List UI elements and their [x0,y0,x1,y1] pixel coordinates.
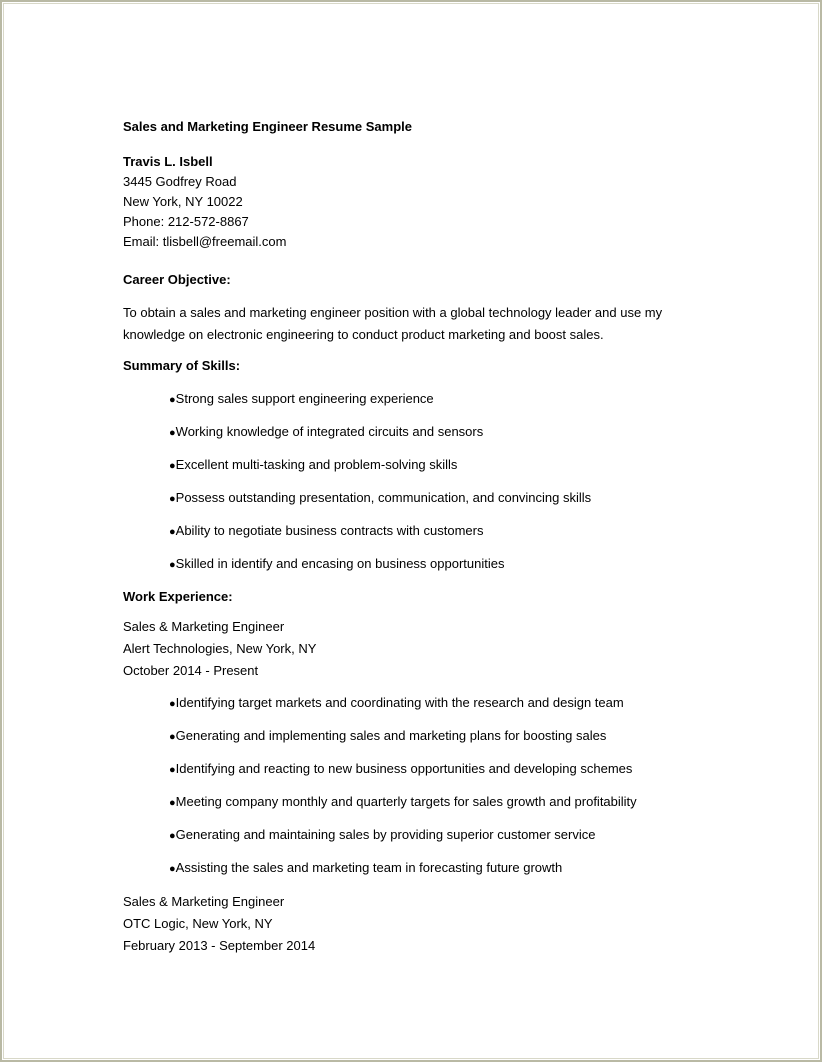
bullet-icon: ● [169,559,176,571]
list-item: ●Excellent multi-tasking and problem-solving skills [169,457,458,472]
list-item: ●Identifying target markets and coordinating with the research and design team [169,695,624,710]
contact-phone: Phone: 212-572-8867 [123,214,249,229]
bullet-icon: ● [169,526,176,538]
bullet-icon: ● [169,764,176,776]
skills-list [123,389,723,587]
duties-list [123,693,723,891]
list-item: ●Possess outstanding presentation, communication, and convincing skills [169,490,592,505]
bullet-icon: ● [169,427,176,439]
contact-name: Travis L. Isbell [123,154,213,169]
contact-city: New York, NY 10022 [123,194,243,209]
job-dates: October 2014 - Present [123,663,259,678]
list-item: ●Assisting the sales and marketing team in forecasting future growth [169,860,563,875]
bullet-icon: ● [169,698,176,710]
objective-line-2: knowledge on electronic engineering to conduct product marketing and boost sales. [123,327,604,342]
job-title: Sales & Marketing Engineer [123,619,285,634]
bullet-icon: ● [169,460,176,472]
contact-address: 3445 Godfrey Road [123,174,237,189]
resume-document [123,117,723,957]
bullet-icon: ● [169,493,176,505]
list-item: ●Identifying and reacting to new business opportunities and developing schemes [169,761,633,776]
list-item: ●Generating and implementing sales and marketing plans for boosting sales [169,728,607,743]
skills-heading: Summary of Skills: [123,358,241,373]
objective-line-1: To obtain a sales and marketing engineer position with a global technology leader and use my [123,305,663,320]
job-title: Sales & Marketing Engineer [123,894,285,909]
list-item: ●Ability to negotiate business contracts with customers [169,523,484,538]
list-item: ●Meeting company monthly and quarterly targets for sales growth and profitability [169,794,637,809]
bullet-icon: ● [169,830,176,842]
bullet-icon: ● [169,394,176,406]
contact-email: Email: tlisbell@freemail.com [123,234,287,249]
job-dates: February 2013 - September 2014 [123,938,316,953]
list-item: ●Generating and maintaining sales by providing superior customer service [169,827,596,842]
job-entry [123,616,723,682]
bullet-icon: ● [169,797,176,809]
list-item: ●Strong sales support engineering experience [169,391,434,406]
bullet-icon: ● [169,863,176,875]
bullet-icon: ● [169,731,176,743]
list-item: ●Working knowledge of integrated circuits and sensors [169,424,484,439]
document-title: Sales and Marketing Engineer Resume Sample [123,119,412,134]
experience-heading: Work Experience: [123,589,233,604]
objective-text [123,302,683,346]
list-item: ●Skilled in identify and encasing on business opportunities [169,556,505,571]
objective-heading: Career Objective: [123,272,231,287]
job-entry [123,891,723,957]
job-company: OTC Logic, New York, NY [123,916,273,931]
job-company: Alert Technologies, New York, NY [123,641,317,656]
